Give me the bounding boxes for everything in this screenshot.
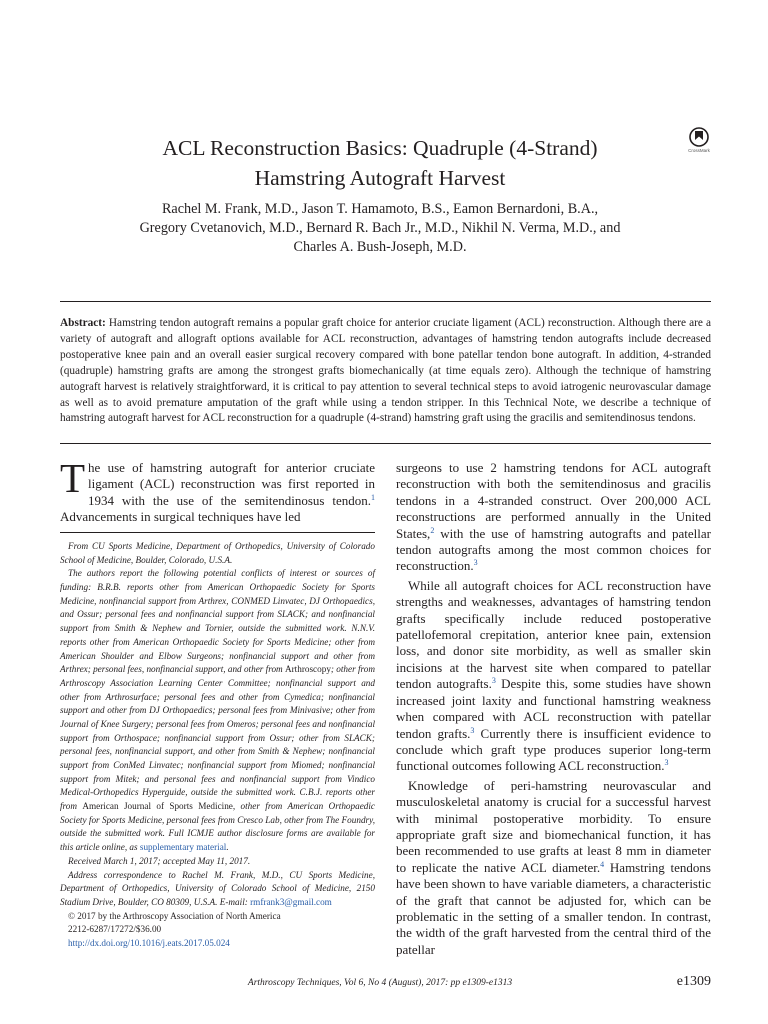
abstract-label: Abstract: [60, 317, 106, 329]
intro-text-tail: Advancements in surgical techniques have led [60, 509, 301, 525]
crossmark-badge[interactable] [683, 127, 715, 159]
journal-citation: Arthroscopy Techniques, Vol 6, No 4 (August), 2017: pp e1309-e1313 [247, 978, 513, 988]
author-list [60, 200, 700, 257]
intro-paragraph [60, 455, 375, 526]
crossmark-icon [689, 127, 709, 149]
received-note: Received March 1, 2017; accepted May 11, 2017. [68, 855, 251, 866]
doi-note [60, 937, 375, 951]
page-number: e1309 [676, 974, 711, 989]
abstract-text: Hamstring tendon autograft remains a popular graft choice for anterior cruciate ligament (ACL) reconstruction. Although there are a variety of autograft and allograft options available for ACL reconstruction, advantages of hamstring tendon autografts include decreased postoperative knee pain and an overall easier surgical recovery compared with bone patellar tendon bone autograft. In addition, 4-stranded (quadruple) hamstring grafts are among the strongest grafts biomechanically (at time equals zero). Although the technique of hamstring autograft harvest is relatively straightforward, it is critical to pay attention to several technical steps to avoid iatrogenic neurovascular damage as well as to avoid premature amputation of the graft while using a tendon stripper. In this Technical Note, we describe a technique of hamstring autograft harvest for ACL reconstruction for a quadruple (4-strand) hamstring graft using the gracilis and semitendinosus tendons. [60, 317, 711, 425]
copyright-note: © 2017 by the Arthroscopy Association of North America [68, 910, 281, 921]
title-line-2: Hamstring Autograft Harvest [254, 166, 506, 190]
title-line-1: ACL Reconstruction Basics: Quadruple (4-Strand) [162, 136, 598, 160]
drop-cap: T [60, 455, 86, 501]
author-line: Rachel M. Frank, M.D., Jason T. Hamamoto, B.S., Eamon Bernardoni, B.A., [161, 201, 599, 217]
author-line: Charles A. Bush-Joseph, M.D. [293, 239, 467, 255]
divider-bottom [60, 443, 711, 444]
crossmark-label: CrossMark [688, 148, 710, 153]
supplementary-link[interactable]: supplementary material [139, 842, 227, 853]
article-title [60, 133, 700, 193]
paragraph: While all autograft choices for ACL reconstruction have strengths and weaknesses, advantages of hamstring tendon grafts specifically include reduced postoperative patellofemoral crepitation, anterior knee pain, extension loss, and donor site morbidity, as well as smaller skin incisions at the harvest site when compared to patellar tendon autografts.$^3$ Despite this, some studies have shown increased joint laxity and functional hamstring weakness when compared with ACL reconstruction with patellar tendon grafts.$^3$ Currently there is insufficient evidence to conclude which graft type produces superior long-term functional outcomes following ACL reconstruction.$^3$ [396, 577, 712, 774]
disclosure-note: The authors report the following potential conflicts of interest or sources of funding: B.R.B. reports other from American Orthopaedic Society for Sports Medicine, nonfinancial support from Arthrex, CONMED Linvatec, DJ Orthopaedics, and Ossur; personal fees and nonfinancial support from SLACK; and nonfinancial support from Smith & Nephew and Tornier, outside the submitted work. N.N.V. reports other from American Orthopaedic Society for Sports Medicine; other from American Shoulder and Elbow Surgeons; nonfinancial support and other from Arthrex; personal fees, nonfinancial support, and other from Arthroscopy; other from Arthroscopy Association Learning Center Committee; nonfinancial support and other from Arthrosurface; personal fees and other from Cymedica; nonfinancial support and other from DJ Orthopaedics; personal fees from Minivasive; other from Journal of Knee Surgery; personal fees from Omeros; personal fees and nonfinancial support from Orthospace; nonfinancial support from Ossur; other from SLACK; personal fees, nonfinancial support, and other from Smith & Nephew; nonfinancial support from ConMed Linvatec; nonfinancial support from Miomed; nonfinancial support from Mitek; and personal fees and nonfinancial support from Vindico Medical-Orthopedics Hyperguide, outside the submitted work. C.B.J. reports other from American Journal of Sports Medicine, other from American Orthopaedic Society for Sports Medicine, personal fees from Cresco Lab, other from The Foundry, outside the submitted work. Full ICMJE author disclosure forms are available for this article online, as supplementary material. [60, 568, 376, 853]
divider-top [60, 301, 711, 302]
footnote-divider [60, 532, 375, 533]
email-link[interactable]: rmfrank3@gmail.com [250, 896, 332, 907]
affiliation-note: From CU Sports Medicine, Department of Orthopedics, University of Colorado School of Medicine, Boulder, Colorado, U.S.A. [60, 541, 375, 565]
doi-link[interactable]: http://dx.doi.org/10.1016/j.eats.2017.05.024 [68, 937, 230, 948]
footnotes [60, 540, 375, 951]
reference-link[interactable]: 1 [371, 492, 375, 502]
body-column-right [396, 460, 711, 958]
body-column-left [60, 455, 375, 526]
address-note: Address correspondence to Rachel M. Frank, M.D., CU Sports Medicine, Department of Orthopedics, University of Colorado School of Medicine, 2150 Stadium Drive, Boulder, CO 80309, U.S.A. E-mail: rmfrank3@gmail.com [60, 869, 375, 907]
abstract [60, 316, 711, 427]
reference-link[interactable]: 4 [600, 859, 605, 869]
reference-link[interactable]: 3 [491, 676, 496, 686]
reference-link[interactable]: 3 [470, 725, 475, 735]
intro-text: he use of hamstring autograft for anterior cruciate ligament (ACL) reconstruction was first reported in 1934 with the use of the semitendinosus tendon. [88, 460, 375, 508]
paragraph: Knowledge of peri-hamstring neurovascular and musculoskeletal anatomy is crucial for a successful harvest with minimal postoperative morbidity. To ensure appropriate graft size and biomechanical function, it has been recommended to use grafts at least 8 mm in diameter to replicate the native ACL diameter.$^4$ Hamstring tendons have been shown to have variable diameters, a characteristic of the graft that cannot be adjusted for, which can be problematic in the setting of a smaller tendon. In contrast, the width of the graft harvested from the central third of the patellar [396, 777, 711, 957]
reference-link[interactable]: 3 [664, 758, 669, 768]
issn-note: 2212-6287/17272/$36.00 [68, 924, 162, 935]
paragraph: surgeons to use 2 hamstring tendons for ACL autograft reconstruction with both the semitendinosus and gracilis tendons in a 4-stranded construct. Over 200,000 ACL reconstructions are performed annually in the United States,$^2$ with the use of hamstring autografts and patellar tendon autografts among the most common choices for reconstruction.$^3$ [396, 460, 711, 574]
reference-link[interactable]: 2 [430, 525, 435, 535]
reference-link[interactable]: 3 [473, 558, 478, 568]
author-line: Gregory Cvetanovich, M.D., Bernard R. Bach Jr., M.D., Nikhil N. Verma, M.D., and [139, 220, 621, 236]
